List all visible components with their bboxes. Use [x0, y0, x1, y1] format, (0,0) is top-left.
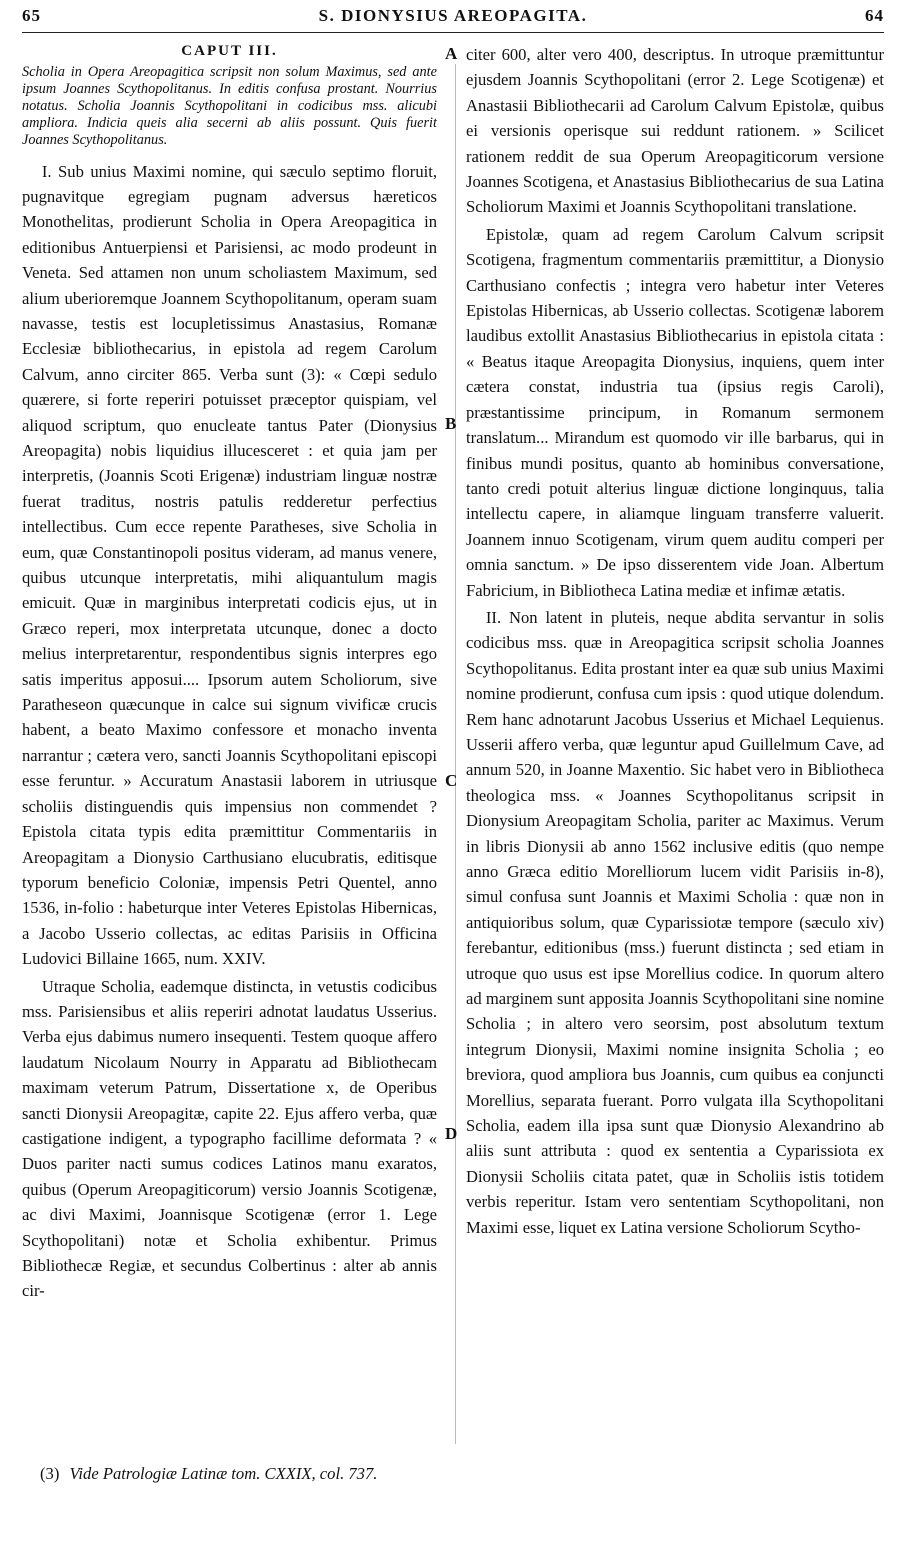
paragraph: citer 600, alter vero 400, descriptus. In utroque præmittuntur ejusdem Joannis Scythopolitani (error 2. Lege Scotigenæ) et Anastasii Bibliothecarii ad Carolum Calvum Epistolæ, quibus ei versionis operisque sui reddunt rationem. » Scilicet rationem reddit de sua Operum Areopagiticorum versione Joannes Scotigena, et Anastasius Bibliothecarius de sua Latina Scholiorum Maximi et Joannis Scythopolitani translatione.: [466, 45, 884, 217]
right-column: [466, 42, 884, 1240]
column-marker-b: B: [445, 414, 457, 433]
left-column: [22, 42, 437, 1304]
header-rule: [22, 32, 884, 33]
footnote-text: Vide Patrologiæ Latinæ tom. CXXIX, col. 737.: [69, 1464, 378, 1483]
paragraph: I. Sub unius Maximi nomine, qui sæculo septimo floruit, pugnavitque egregiam pugnam adversus hæreticos Monothelitas, prodierunt Scholia in Opera Areopagitica in editionibus Antuerpiensi et Parisiensi, ac modo prodeunt in Veneta. Sed attamen non unum scholiastem Maximum, sed alium uberioremque Joannem Scythopolitanum, operam suam navasse, testis est locupletissimus Anastasius, Romanæ Ecclesiæ bibliothecarius, in epistola ad regem Carolum Calvum, anno circiter 865. Verba sunt (3): « Cœpi sedulo quærere, si forte reperiri potuisset præceptor quispiam, vel aliquod scriptum, quo enucleate tantus Pater (Dionysius Areopagita) nobis liquidius illucesceret : et quia jam per interpretis, (Joannis Scoti Erigenæ) industriam linguæ nostræ fuerat traditus, nostris patulis redderetur perfectius intellectibus. Cum ecce repente Paratheses, sive Scholia in eum, quæ Constantinopoli positus videram, ad manus venere, quibus utcunque interpretatis, mihi aliquantulum magis emicuit. Quæ in marginibus interpretati codicis ejus, ut in Græco reperi, mox interpretata utcunque, donec a docto melius interpretarentur, respondentibus signis interpres ego satis imperitus apposui.... Ipsorum autem Scholiorum, sive Paratheseon quæcunque in calce sui signum vivificæ crucis habent, a beato Maximo confessore et monacho inventa narrantur ; cætera vero, sancti Joannis Scythopolitani episcopi esse feruntur. » Accuratum Anastasii laborem in utriusque scholiis distinguendis quis impensius non commendet ? Epistola citata typis edita præmittitur Commentariis in Areopagitam a Dionysio Carthusiano elucubratis, editisque typorum beneficio Coloniæ, impensis Petri Quentel, anno 1536, in-folio : habeturque inter Veteres Epistolas Hibernicas, a Jacobo Usserio collectas, ac editas Parisiis in Officina Ludovici Billaine 1665, num. XXIV.: [22, 161, 437, 969]
paragraph: Epistolæ, quam ad regem Carolum Calvum scripsit Scotigena, fragmentum commentariis præmittitur, a Dionysio Carthusiano confectis ; integra vero habetur inter Veteres Epistolas Hibernicas, ab Usserio collectas. Scotigenæ laborem laudibus extollit Anastasius Bibliothecarius in epistola citata : « Beatus itaque Areopagita Dionysius, inquiens, quem inter cætera constat, industria tua (ipsius regis Caroli), præstantissime principum, in Romanum sermonem translatum... Mirandum est quomodo vir ille barbarus, qui in finibus mundi positus, quanto ab hominibus conversatione, tanto credi potuit alterius linguæ dictione longinquus, talia intellectu capere, in aliamque linguam transferre valuerit. Joannem innuo Scotigenam, virum quem auditu comperi per omnia sanctum. » De ipso disserentem vide Joan. Albertum Fabricium, in Bibliotheca Latina mediæ et infimæ ætatis.: [466, 224, 884, 600]
column-marker-a: A: [445, 44, 458, 63]
column-divider: [455, 64, 456, 1444]
page-header: [22, 6, 884, 38]
paragraph: Utraque Scholia, eademque distincta, in vetustis codicibus mss. Parisiensibus et aliis reperiri adnotat laudatus Usserius. Verba ejus dabimus numero insequenti. Testem quoque affero laudatum Nicolaum Nourry in Apparatu ad Bibliothecam maximam veterum Patrum, Dissertatione x, de Operibus sancti Dionysii Areopagitæ, capite 22. Ejus affero verba, quæ castigatione indigent, a typographo facillime deformata ? « Duos pariter nacti sumus codices Latinos manu exaratos, quibus (Operum Areopagiticorum) versio Joannis Scotigenæ, ac divi Maximi, Joannisque Scotigenæ (error 1. Lege Scythopolitani) notæ et Scholia exhibentur. Primus Bibliothecæ Regiæ, et secundus Colbertinus : alter ab annis cir-: [22, 976, 437, 1301]
left-page-number: 65: [22, 6, 41, 25]
paragraph: II. Non latent in pluteis, neque abdita servantur in solis codicibus mss. quæ in Areopagitica scripsit scholia Joannes Scythopolitanus. Edita prostant inter ea quæ sub unius Maximi nomine prodierunt, confusa cum ipsis : quod utique dolendum. Rem hanc adnotarunt Jacobus Usserius et Michael Lequienus. Usserii affero verba, quæ leguntur apud Guillelmum Cave, ad annum 520, in Joanne Maxentio. Sic habet vero in Bibliotheca theologica mss. « Joannes Scythopolitanus scripsit in Dionysium Areopagitam Scholia, pariter ac Maximus. Verum in libris Dionysii ab anno 1562 inclusive editis (quo nempe anno Græca editio Morelliorum lucem vidit Parisiis in-8), simul confusa sunt Joannis et Maximi Scholia : quæ non in antiquioribus solum, quæ Cyparissiotæ tempore (sæculo xiv) ferebantur, editionibus (mss.) fuerunt distincta ; sed etiam in utroque quo usus est ipse Morellius codice. In quorum altero ad marginem sunt apposita Joannis Scythopolitani sine nomine Scholia ; in altero vero seorsim, post absolutum textum integrum Dionysii, Maximi nomine insignita Scholia ; eo breviora, quod ampliora bus Joannis, cum quibus ea conjuncti Morellius, separata fuerant. Porro vulgata illa Scythopolitani Scholia, eadem illa ipsa sunt quæ Dionysio Alexandrino ab aliis sunt attributa : quod ex sententia a Cyparissiota ex Dionysii Scholiis citata patet, quæ in Scholiis istis totidem verbis reperitur. Istam vero sententiam Scythopolitani, non Maximi esse, liquet ex Latina versione Scholiorum Scytho-: [466, 607, 884, 1237]
footnote: [40, 1462, 377, 1486]
column-marker-c: C: [445, 771, 458, 790]
column-marker-d: D: [445, 1124, 458, 1143]
running-title: S. DIONYSIUS AREOPAGITA.: [318, 6, 588, 25]
right-page-number: 64: [865, 6, 884, 25]
footnote-number: (3): [40, 1464, 60, 1483]
chapter-summary: Scholia in Opera Areopagitica scripsit non solum Maximus, sed ante ipsum Joannes Scythopolitanus. In editis confusa prostant. Nourrius notatus. Scholia Joannis Scythopolitani in codicibus mss. alicubi ampliora. Indicia queis alia secerni ab aliis possunt. Quis fuerit Joannes Scythopolitanus.: [22, 64, 437, 148]
chapter-title: CAPUT III.: [181, 43, 278, 59]
